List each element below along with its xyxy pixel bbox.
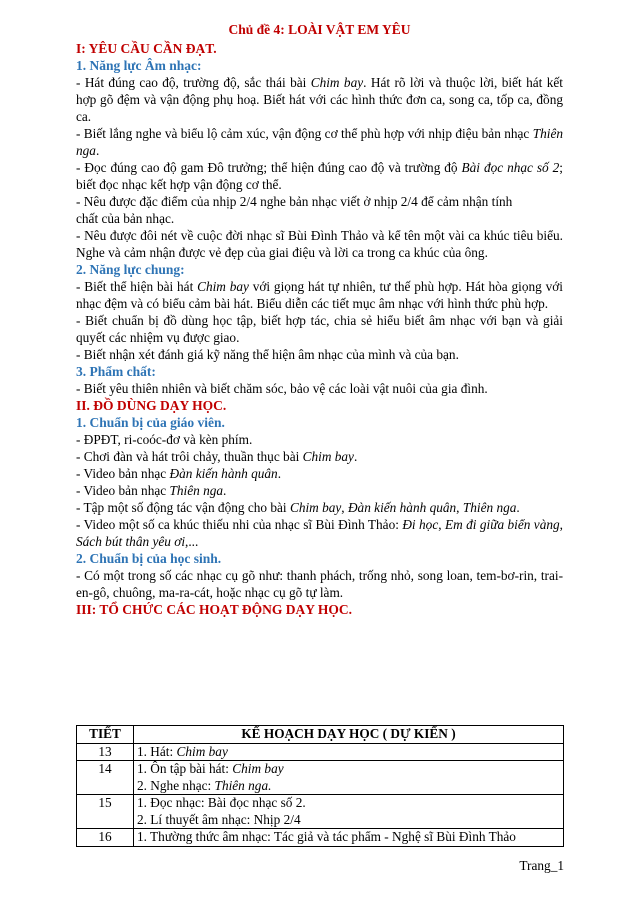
paragraph: - Chơi đàn và hát trôi chảy, thuần thục bài Chim bay. [76, 449, 358, 464]
table-row [77, 829, 564, 847]
lesson-plan-table [76, 725, 564, 847]
table-row [77, 761, 564, 795]
column-header-plan: KẾ HOẠCH DẠY HỌC ( DỰ KIẾN ) [134, 726, 564, 744]
paragraph: - ĐPĐT, ri-coóc-đơ và kèn phím. [76, 432, 253, 447]
paragraph: - Biết chuẩn bị đồ dùng học tập, biết hợp tác, chia sẻ hiểu biết âm nhạc với bạn và giải quyết các nhiệm vụ được giao. [76, 313, 563, 345]
table-row [77, 743, 564, 761]
paragraph: - Nêu được đôi nét về cuộc đời nhạc sĩ Bùi Đình Thảo và kể tên một vài ca khúc tiêu biểu. Nghe và cảm nhận được vẻ đẹp của giai điệu và lời ca trong ca khúc của ông. [76, 228, 563, 260]
paragraph: chất của bản nhạc. [76, 211, 175, 226]
period-number: 16 [77, 829, 134, 847]
paragraph: - Đọc đúng cao độ gam Đô trưởng; thể hiện đúng cao độ và trường độ Bài đọc nhạc số 2; biết đọc nhạc kết hợp vận động cơ thể. [76, 160, 563, 192]
paragraph: - Hát đúng cao độ, trường độ, sắc thái bài Chim bay. Hát rõ lời và thuộc lời, biết hát kết hợp gõ đệm và vận động phụ hoạ. Biết hát với các hình thức đơn ca, song ca, tốp ca, đồng ca. [76, 75, 564, 124]
paragraph: - Video một số ca khúc thiếu nhi của nhạc sĩ Bùi Đình Thảo: Đi học, Em đi giữa biển vàng, Sách bút thân yêu ơi,... [76, 517, 563, 549]
section1-sub3-heading: 3. Phẩm chất: [76, 364, 156, 379]
section2-sub1-heading: 1. Chuẩn bị của giáo viên. [76, 415, 225, 430]
paragraph: - Có một trong số các nhạc cụ gõ như: thanh phách, trống nhỏ, song loan, tem-bơ-rin, trai-en-gô, chuông, ma-ra-cát, hoặc nhạc cụ gõ tự làm. [76, 568, 563, 600]
plan-cell: 1. Ôn tập bài hát: Chim bay 2. Nghe nhạc: Thiên nga. [134, 761, 564, 795]
plan-cell: 1. Hát: Chim bay [134, 743, 564, 761]
paragraph: - Nêu được đặc điểm của nhịp 2/4 nghe bản nhạc viết ở nhịp 2/4 để cảm nhận tính [76, 194, 513, 209]
period-number: 14 [77, 761, 134, 795]
table-header-row [77, 726, 564, 744]
table-row [77, 795, 564, 829]
section1-heading: I: YÊU CẦU CẦN ĐẠT. [76, 41, 217, 56]
section2-sub2-heading: 2. Chuẩn bị của học sinh. [76, 551, 222, 566]
paragraph: - Biết nhận xét đánh giá kỹ năng thể hiện âm nhạc của mình và của bạn. [76, 347, 459, 362]
section1-sub1-heading: 1. Năng lực Âm nhạc: [76, 58, 202, 73]
section3-heading: III: TỔ CHỨC CÁC HOẠT ĐỘNG DẠY HỌC. [76, 602, 353, 617]
column-header-period: TIẾT [77, 726, 134, 744]
plan-cell: 1. Thường thức âm nhạc: Tác giả và tác phẩm - Nghệ sĩ Bùi Đình Thảo [134, 829, 564, 847]
page-number: Trang_1 [519, 858, 564, 873]
paragraph: - Biết lắng nghe và biểu lộ cảm xúc, vận động cơ thể phù hợp với nhịp điệu bản nhạc Thiên nga. [76, 126, 563, 158]
section1-sub2-heading: 2. Năng lực chung: [76, 262, 185, 277]
section2-heading: II. ĐỒ DÙNG DẠY HỌC. [76, 398, 227, 413]
paragraph: - Video bản nhạc Đàn kiến hành quân. [76, 466, 282, 481]
plan-cell: 1. Đọc nhạc: Bài đọc nhạc số 2. 2. Lí thuyết âm nhạc: Nhịp 2/4 [134, 795, 564, 829]
paragraph: - Video bản nhạc Thiên nga. [76, 483, 227, 498]
doc-title: Chủ đề 4: LOÀI VẬT EM YÊU [228, 22, 411, 37]
document-page [76, 22, 563, 618]
period-number: 13 [77, 743, 134, 761]
period-number: 15 [77, 795, 134, 829]
paragraph: - Biết thể hiện bài hát Chim bay với giọng hát tự nhiên, tư thế phù hợp. Hát hòa giọng với nhạc đệm và có biểu cảm bài hát. Biểu diễn các tiết mục âm nhạc với hình thức phù hợp. [76, 279, 563, 311]
paragraph: - Tập một số động tác vận động cho bài Chim bay, Đàn kiến hành quân, Thiên nga. [76, 500, 520, 515]
paragraph: - Biết yêu thiên nhiên và biết chăm sóc, bảo vệ các loài vật nuôi của gia đình. [76, 381, 488, 396]
